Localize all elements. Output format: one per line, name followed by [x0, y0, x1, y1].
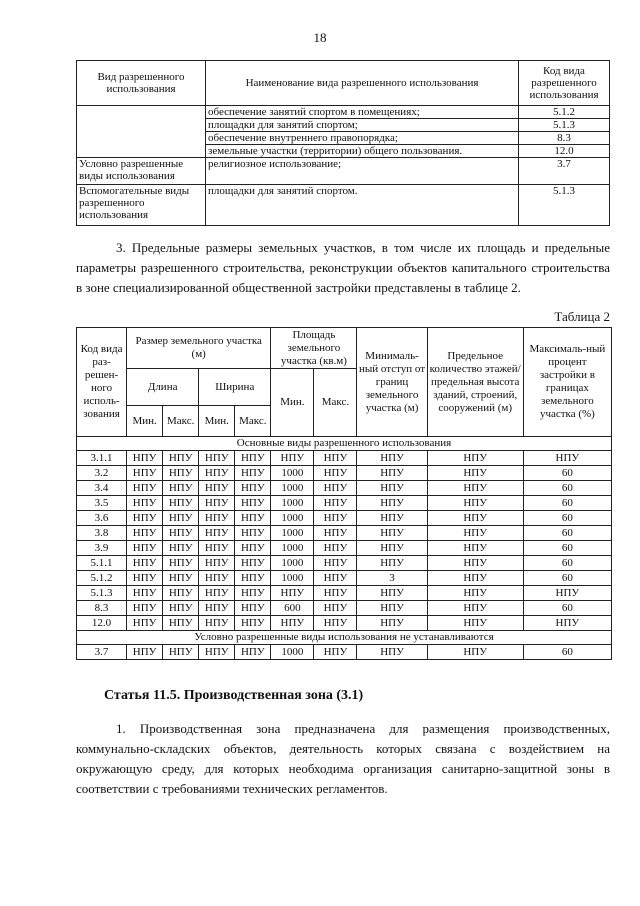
t2-cell-value: НПУ: [427, 601, 523, 616]
t2-cell-value: НПУ: [357, 586, 427, 601]
table2-caption: Таблица 2: [554, 309, 610, 324]
t2-cell-value: 60: [523, 511, 611, 526]
t2-cell-value: 1000: [271, 481, 314, 496]
t2-cell-value: НПУ: [199, 496, 235, 511]
t2-cell-value: НПУ: [357, 481, 427, 496]
t1-row-name: площадки для занятий спортом;: [206, 119, 519, 132]
table-row: [77, 496, 612, 511]
t2-cell-value: 60: [523, 601, 611, 616]
table-row: [77, 645, 612, 660]
t1-row-name: земельные участки (территории) общего пользования.: [206, 145, 519, 158]
t2-header-offset: Минималь-ный отступ от границ земельного участка (м): [357, 328, 427, 437]
article-heading: Статья 11.5. Производственная зона (3.1): [104, 688, 364, 703]
t2-cell-value: 60: [523, 541, 611, 556]
t2-cell-value: НПУ: [314, 481, 357, 496]
t2-cell-value: НПУ: [427, 511, 523, 526]
t2-cell-value: НПУ: [235, 451, 271, 466]
t2-cell-value: НПУ: [314, 466, 357, 481]
t2-cell-value: НПУ: [357, 645, 427, 660]
t2-cell-value: НПУ: [199, 466, 235, 481]
t2-cell-value: НПУ: [163, 526, 199, 541]
t2-cell-value: 60: [523, 496, 611, 511]
t2-cell-value: НПУ: [199, 571, 235, 586]
t2-cell-value: НПУ: [199, 556, 235, 571]
t2-cell-value: НПУ: [127, 496, 163, 511]
table-row: [77, 511, 612, 526]
t1-conditional-category: Условно разрешенные виды использования: [77, 158, 206, 185]
t2-cell-value: НПУ: [427, 466, 523, 481]
t1-row-code: 3.7: [519, 158, 610, 185]
t2-cell-value: НПУ: [199, 541, 235, 556]
t2-cell-value: НПУ: [127, 601, 163, 616]
t2-cell-value: НПУ: [235, 601, 271, 616]
t2-header-size: Размер земельного участка (м): [127, 328, 271, 369]
t2-cell-value: НПУ: [127, 511, 163, 526]
t2-header-area-min: Мин.: [271, 369, 314, 437]
t1-row-name: обеспечение внутреннего правопорядка;: [206, 132, 519, 145]
t2-cell-value: НПУ: [127, 556, 163, 571]
t2-cell-value: 3: [357, 571, 427, 586]
t2-header-floors: Предельное количество этажей/ предельная высота зданий, строений, сооружений (м): [427, 328, 523, 437]
t2-cell-value: НПУ: [357, 451, 427, 466]
t2-cell-value: НПУ: [357, 511, 427, 526]
t2-cell-value: НПУ: [314, 541, 357, 556]
t2-cell-code: 3.4: [77, 481, 127, 496]
t2-cell-value: НПУ: [357, 526, 427, 541]
t2-header-percent: Максималь-ный процент застройки в границах земельного участка (%): [523, 328, 611, 437]
t2-cell-value: НПУ: [314, 645, 357, 660]
page-number: 18: [313, 30, 327, 45]
t2-cell-value: НПУ: [127, 481, 163, 496]
t2-cell-value: 60: [523, 556, 611, 571]
t2-header-width-max: Макс.: [235, 406, 271, 437]
t2-cell-value: НПУ: [427, 481, 523, 496]
t1-row-code: 5.1.3: [519, 185, 610, 226]
t2-cell-value: НПУ: [427, 556, 523, 571]
t2-cell-value: НПУ: [163, 451, 199, 466]
t2-cell-value: НПУ: [314, 496, 357, 511]
t1-row-name: площадки для занятий спортом.: [206, 185, 519, 226]
t2-section-conditional: Условно разрешенные виды использования не устанавливаются: [77, 631, 612, 645]
t2-cell-value: 1000: [271, 571, 314, 586]
t2-header-length-max: Макс.: [163, 406, 199, 437]
t1-row-code: 8.3: [519, 132, 610, 145]
table-row: [77, 556, 612, 571]
t2-cell-value: 60: [523, 466, 611, 481]
t2-cell-value: НПУ: [199, 481, 235, 496]
table-row: [77, 451, 612, 466]
t2-cell-value: НПУ: [357, 466, 427, 481]
t2-cell-value: НПУ: [163, 571, 199, 586]
t2-cell-value: НПУ: [199, 601, 235, 616]
t2-cell-value: НПУ: [427, 571, 523, 586]
t2-cell-value: 1000: [271, 526, 314, 541]
t2-cell-value: НПУ: [127, 466, 163, 481]
t2-cell-value: НПУ: [163, 601, 199, 616]
t1-header-code: Код вида разрешенного использования: [519, 61, 610, 106]
table-row: [77, 466, 612, 481]
t2-header-area-max: Макс.: [314, 369, 357, 437]
t2-header-length: Длина: [127, 369, 199, 406]
t2-cell-value: НПУ: [427, 496, 523, 511]
t2-cell-code: 5.1.2: [77, 571, 127, 586]
t2-cell-code: 3.2: [77, 466, 127, 481]
t2-cell-code: 12.0: [77, 616, 127, 631]
t2-cell-value: НПУ: [357, 601, 427, 616]
t2-cell-value: НПУ: [163, 541, 199, 556]
t2-cell-value: НПУ: [314, 601, 357, 616]
table-row: [77, 526, 612, 541]
t2-cell-value: НПУ: [163, 466, 199, 481]
t2-cell-value: НПУ: [271, 616, 314, 631]
t2-header-length-min: Мин.: [127, 406, 163, 437]
t2-cell-value: НПУ: [235, 541, 271, 556]
t2-cell-value: НПУ: [271, 586, 314, 601]
t2-cell-value: НПУ: [127, 541, 163, 556]
t2-cell-value: НПУ: [357, 616, 427, 631]
t2-cell-value: 1000: [271, 511, 314, 526]
permitted-use-table: [76, 60, 610, 226]
t2-cell-value: НПУ: [199, 526, 235, 541]
t2-cell-code: 3.8: [77, 526, 127, 541]
t2-header-width-min: Мин.: [199, 406, 235, 437]
t2-cell-value: 1000: [271, 645, 314, 660]
t2-cell-value: НПУ: [427, 616, 523, 631]
t2-cell-value: 1000: [271, 466, 314, 481]
t2-cell-value: НПУ: [357, 541, 427, 556]
t2-cell-value: НПУ: [427, 586, 523, 601]
t2-cell-value: НПУ: [163, 586, 199, 601]
t2-cell-value: НПУ: [314, 451, 357, 466]
t2-cell-value: НПУ: [127, 526, 163, 541]
table-row: [77, 571, 612, 586]
t2-cell-value: НПУ: [163, 645, 199, 660]
t1-main-category: [77, 106, 206, 158]
t2-cell-value: НПУ: [314, 511, 357, 526]
t2-cell-value: НПУ: [523, 451, 611, 466]
t2-cell-value: НПУ: [127, 451, 163, 466]
t2-cell-value: 1000: [271, 496, 314, 511]
t2-cell-value: 1000: [271, 541, 314, 556]
t2-cell-value: НПУ: [199, 645, 235, 660]
t2-cell-value: НПУ: [314, 526, 357, 541]
t2-cell-value: 60: [523, 526, 611, 541]
t2-cell-value: НПУ: [235, 466, 271, 481]
t2-cell-value: НПУ: [235, 526, 271, 541]
t1-row-name: религиозное использование;: [206, 158, 519, 185]
t2-cell-value: НПУ: [235, 645, 271, 660]
t2-cell-value: НПУ: [199, 511, 235, 526]
t2-cell-value: НПУ: [523, 616, 611, 631]
t2-cell-value: 60: [523, 645, 611, 660]
t2-cell-value: НПУ: [163, 616, 199, 631]
t2-cell-value: НПУ: [163, 496, 199, 511]
t2-cell-value: НПУ: [199, 586, 235, 601]
table-row: [77, 586, 612, 601]
t2-cell-value: НПУ: [427, 451, 523, 466]
t2-cell-value: НПУ: [314, 571, 357, 586]
t2-cell-code: 3.1.1: [77, 451, 127, 466]
land-plot-limits-table: [76, 327, 612, 660]
t2-cell-value: НПУ: [235, 496, 271, 511]
table-row: [77, 541, 612, 556]
t2-cell-value: НПУ: [199, 451, 235, 466]
t2-cell-value: НПУ: [427, 541, 523, 556]
t2-cell-value: НПУ: [314, 556, 357, 571]
t2-cell-value: НПУ: [235, 556, 271, 571]
t2-cell-value: 600: [271, 601, 314, 616]
table-row: [77, 481, 612, 496]
t2-header-width: Ширина: [199, 369, 271, 406]
t2-cell-value: НПУ: [127, 645, 163, 660]
t1-header-name: Наименование вида разрешенного использования: [206, 61, 519, 106]
t2-cell-value: НПУ: [271, 451, 314, 466]
t2-cell-code: 5.1.3: [77, 586, 127, 601]
t2-header-area: Площадь земельного участка (кв.м): [271, 328, 357, 369]
t2-cell-value: НПУ: [235, 481, 271, 496]
paragraph-article-1: 1. Производственная зона предназначена для размещения производственных, коммунально-складских объектов, деятельность которых связана с воздействием на окружающую среду, для которых необходима организация санитарно-защитной зоны в соответствии с требованиями технических регламентов.: [76, 721, 610, 796]
t2-cell-value: НПУ: [235, 571, 271, 586]
t2-cell-value: НПУ: [314, 616, 357, 631]
t2-cell-value: НПУ: [163, 556, 199, 571]
table-row: [77, 616, 612, 631]
t2-cell-code: 3.7: [77, 645, 127, 660]
paragraph-3: 3. Предельные размеры земельных участков, в том числе их площадь и предельные параметры разрешенного строительства, реконструкции объектов капитального строительства в зоне специализированной общественной застройки представлены в таблице 2.: [76, 240, 610, 295]
t2-cell-value: НПУ: [127, 616, 163, 631]
t2-cell-value: 60: [523, 571, 611, 586]
t2-cell-code: 3.9: [77, 541, 127, 556]
t2-cell-value: НПУ: [163, 511, 199, 526]
t2-cell-code: 3.6: [77, 511, 127, 526]
t2-cell-code: 3.5: [77, 496, 127, 511]
t2-cell-value: НПУ: [523, 586, 611, 601]
t2-cell-value: НПУ: [357, 496, 427, 511]
t2-cell-code: 8.3: [77, 601, 127, 616]
t2-cell-value: НПУ: [199, 616, 235, 631]
t2-cell-value: НПУ: [127, 571, 163, 586]
t1-header-type: Вид разрешенного использования: [77, 61, 206, 106]
t2-cell-value: НПУ: [314, 586, 357, 601]
t2-header-code: Код вида раз-решен-ного исполь-зования: [77, 328, 127, 437]
t1-row-code: 5.1.3: [519, 119, 610, 132]
t2-cell-value: НПУ: [127, 586, 163, 601]
table-row: [77, 601, 612, 616]
t2-cell-value: 1000: [271, 556, 314, 571]
t2-cell-value: НПУ: [235, 616, 271, 631]
t1-row-name: обеспечение занятий спортом в помещениях;: [206, 106, 519, 119]
t2-cell-value: 60: [523, 481, 611, 496]
t2-cell-code: 5.1.1: [77, 556, 127, 571]
t1-row-code: 5.1.2: [519, 106, 610, 119]
t1-row-code: 12.0: [519, 145, 610, 158]
t2-cell-value: НПУ: [427, 645, 523, 660]
t2-cell-value: НПУ: [427, 526, 523, 541]
t2-cell-value: НПУ: [163, 481, 199, 496]
t2-cell-value: НПУ: [235, 511, 271, 526]
t2-cell-value: НПУ: [235, 586, 271, 601]
t1-auxiliary-category: Вспомогательные виды разрешенного использования: [77, 185, 206, 226]
t2-cell-value: НПУ: [357, 556, 427, 571]
t2-section-main: Основные виды разрешенного использования: [77, 437, 612, 451]
